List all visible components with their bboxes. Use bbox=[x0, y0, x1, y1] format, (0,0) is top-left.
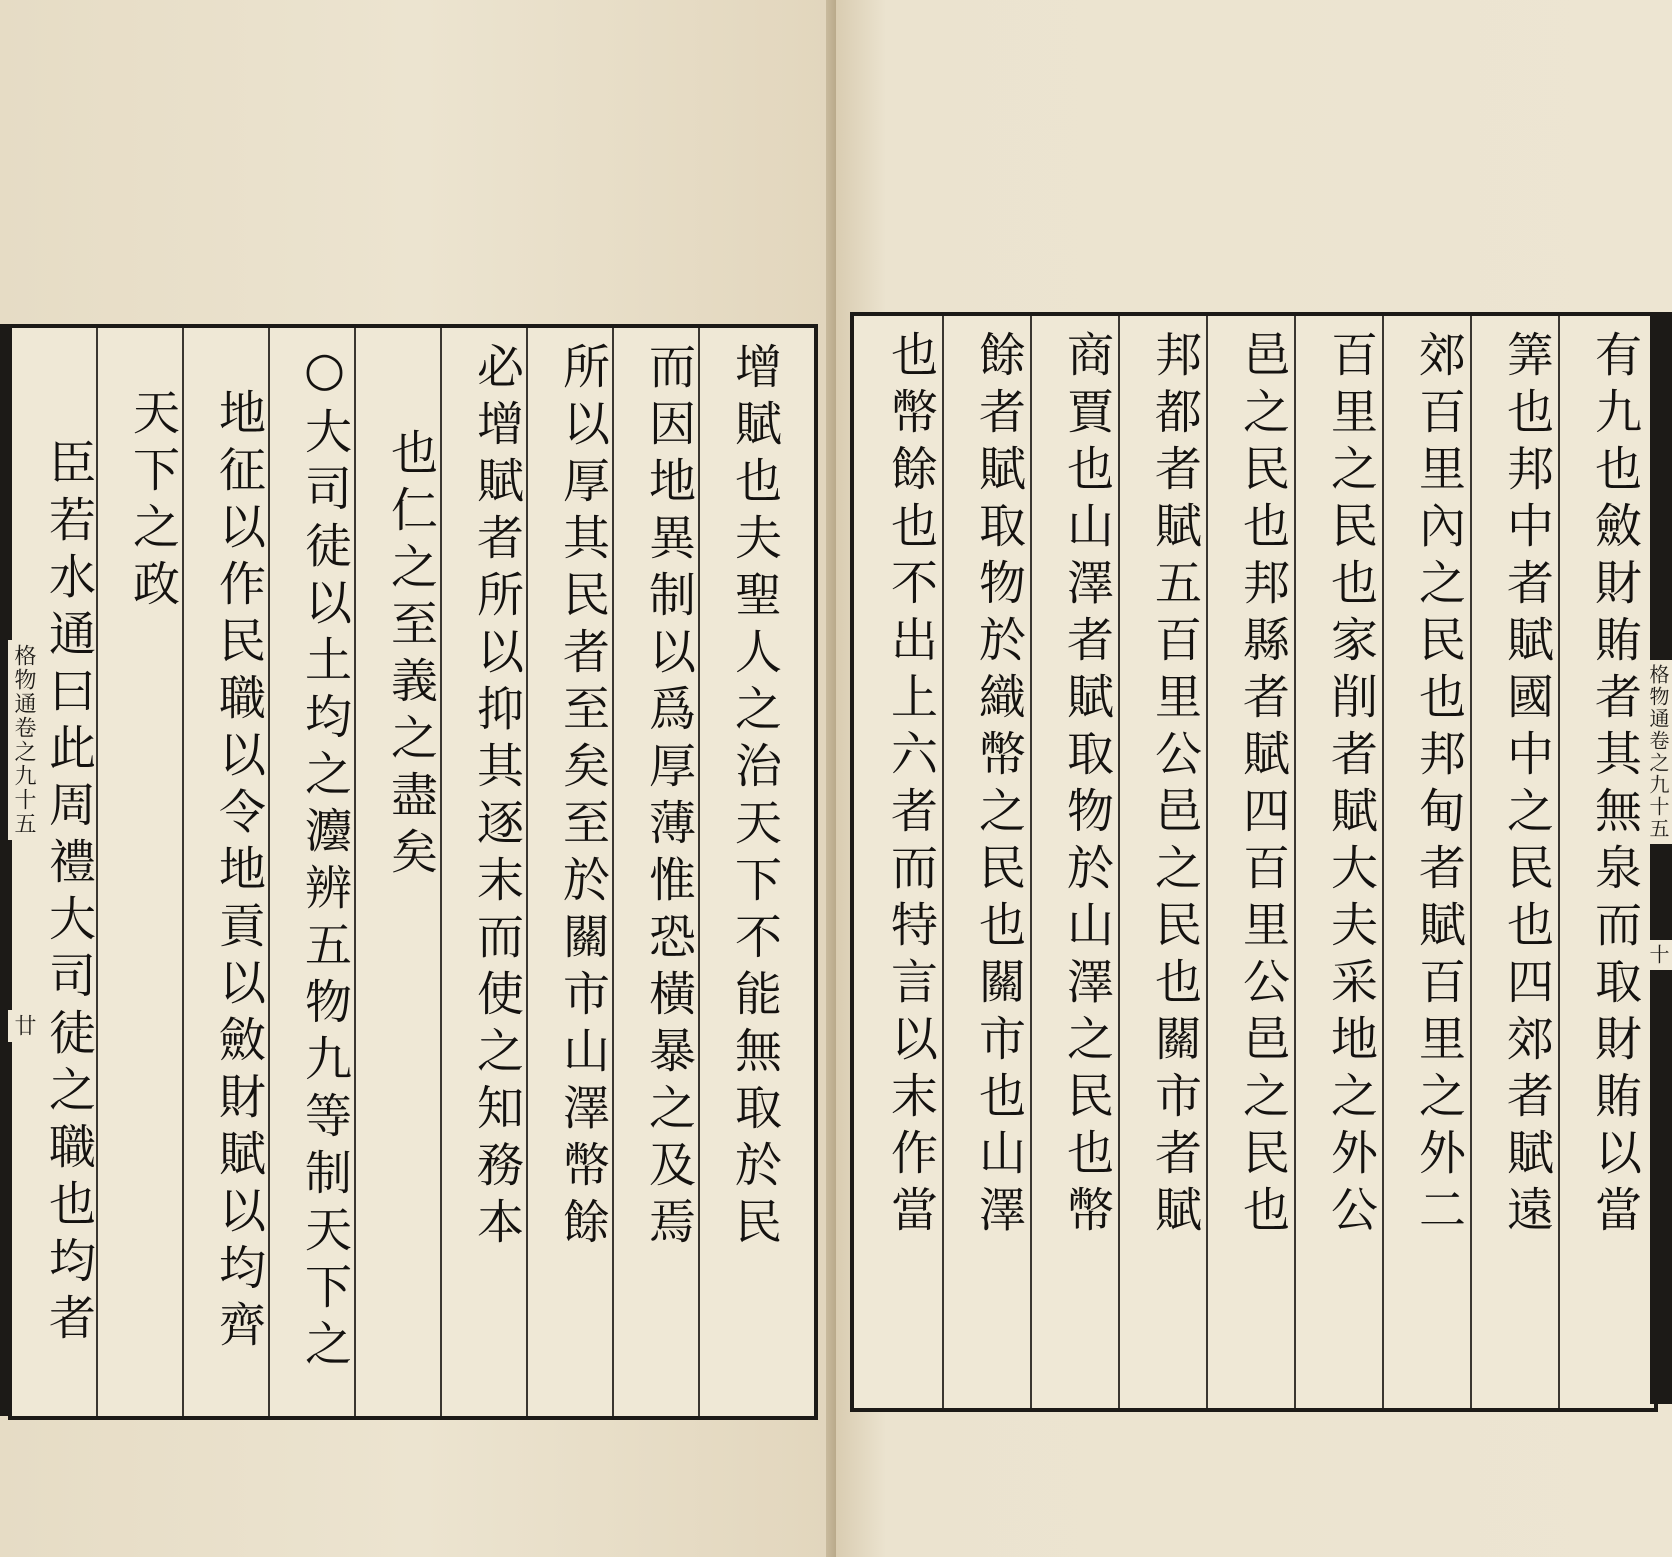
left-page-number: 廿 bbox=[8, 1010, 39, 1042]
text-column: 邦都者賦五百里公邑之民也關市者賦 bbox=[1147, 330, 1202, 1242]
right-center-label: 格物通卷之九十五 bbox=[1644, 660, 1672, 844]
text-column: 也幣餘也不出上六者而特言以末作當 bbox=[883, 330, 938, 1242]
text-column: 商賈也山澤者賦取物於山澤之民也幣 bbox=[1059, 330, 1114, 1242]
left-text-frame bbox=[8, 324, 818, 1420]
right-page bbox=[836, 0, 1672, 1557]
right-fore-edge bbox=[1650, 312, 1672, 1404]
text-column: 天下之政 bbox=[125, 388, 180, 616]
text-column: 增賦也夫聖人之治天下不能無取於民 bbox=[727, 342, 782, 1254]
text-column: 地征以作民職以令地貢以斂財賦以均齊 bbox=[211, 388, 266, 1357]
text-column: 臣若水通曰此周禮大司徒之職也均者 bbox=[41, 438, 96, 1350]
text-column: 筭也邦中者賦國中之民也四郊者賦遠 bbox=[1499, 330, 1554, 1242]
text-column: 邑之民也邦縣者賦四百里公邑之民也 bbox=[1235, 330, 1290, 1242]
right-text-frame bbox=[850, 312, 1658, 1412]
left-fore-edge bbox=[0, 324, 8, 1416]
text-column: 而因地異制以爲厚薄惟恐橫暴之及焉 bbox=[641, 342, 696, 1254]
text-column: ○大司徒以土均之灋辨五物九等制天下之 bbox=[297, 342, 352, 1376]
text-column: 有九也斂財賄者其無泉而取財賄以當 bbox=[1587, 330, 1642, 1242]
left-center-label: 格物通卷之九十五 bbox=[8, 640, 39, 840]
text-column: 郊百里內之民也邦甸者賦百里之外二 bbox=[1411, 330, 1466, 1242]
text-column: 百里之民也家削者賦大夫采地之外公 bbox=[1323, 330, 1378, 1242]
text-column: 也仁之至義之盡矣 bbox=[383, 428, 438, 884]
text-column: 餘者賦取物於織幣之民也關市也山澤 bbox=[971, 330, 1026, 1242]
text-column: 所以厚其民者至矣至於關市山澤幣餘 bbox=[555, 342, 610, 1254]
right-page-number: 十 bbox=[1644, 940, 1672, 970]
text-column: 必增賦者所以抑其逐末而使之知務本 bbox=[469, 342, 524, 1254]
